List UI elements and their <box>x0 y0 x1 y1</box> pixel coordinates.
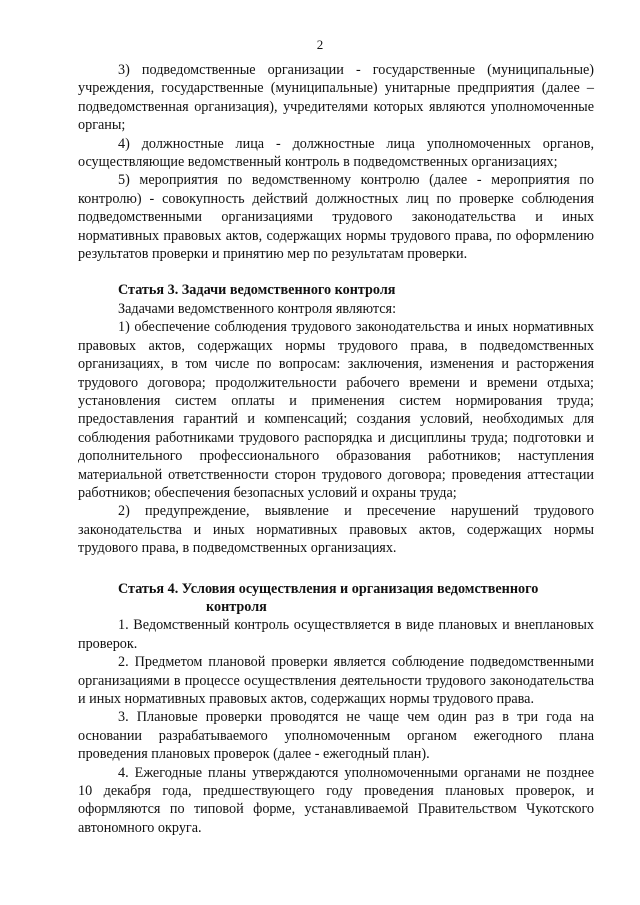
article-3-heading: Статья 3. Задачи ведомственного контроля <box>118 282 396 299</box>
article-4-paragraph: 1. Ведомственный контроль осуществляется в виде плановых и внеплановых проверок. <box>78 617 594 652</box>
article-4-paragraph: 4. Ежегодные планы утверждаются уполномоченными органами не позднее 10 декабря года, предшествующего году проведения плановых проверок, и оформляются по типовой форме, устанавливаемой Правительством Чукотского автономного округа. <box>78 764 594 836</box>
document-body <box>78 61 594 837</box>
definition-paragraph: 3) подведомственные организации - государственные (муниципальные) учреждения, государственные (муниципальные) унитарные предприятия (далее – подведомственная организация), учредителями которых являются уполномоченные органы; <box>78 62 594 134</box>
article-4-heading-line2: контроля <box>206 598 267 615</box>
article-4-heading <box>78 580 594 617</box>
article-4-heading-line1: Статья 4. Условия осуществления и организация ведомственного <box>118 580 539 597</box>
definition-paragraph: 5) мероприятия по ведомственному контролю (далее - мероприятия по контролю) - совокупность действий должностных лиц по проверке соблюдения подведомственными организациями трудового законодательства и иных нормативных правовых актов, содержащих нормы трудового права, по оформлению результатов проверки и принятию мер по результатам проверки. <box>78 172 594 263</box>
page-number: 2 <box>316 37 324 52</box>
article-3-paragraph: Задачами ведомственного контроля являются: <box>118 300 397 317</box>
definition-paragraph: 4) должностные лица - должностные лица уполномоченных органов, осуществляющие ведомственный контроль в подведомственных организациях; <box>78 135 594 171</box>
article-3-paragraph: 2) предупреждение, выявление и пресечение нарушений трудового законодательства и иных нормативных правовых актов, содержащих нормы трудового права, в подведомственных организациях. <box>78 503 594 557</box>
article-4-paragraph: 3. Плановые проверки проводятся не чаще чем один раз в три года на основании разрабатываемого уполномоченным органом ежегодного плана проведения плановых проверок (далее - ежегодный план). <box>78 709 594 763</box>
article-4-paragraph: 2. Предметом плановой проверки является соблюдение подведомственными организациями в процессе осуществления деятельности трудового законодательства и иных нормативных правовых актов, содержащих нормы трудового права. <box>78 654 594 707</box>
article-3-paragraph: 1) обеспечение соблюдения трудового законодательства и иных нормативных правовых актов, содержащих нормы трудового права, в подведомственных организациях, в том числе по вопросам: заключения, изменения и расторжения трудового договора; продолжительности рабочего времени и времени отдыха; установления систем оплаты и применения систем нормирования труда; предоставления гарантий и компенсаций; создания условий, необходимых для соблюдения работниками трудового распорядка и дисциплины труда; подготовки и дополнительного профессионального образования работников; наступления материальной ответственности сторон трудового договора; проведения аттестации работников; обеспечения безопасных условий и охраны труда; <box>78 319 594 501</box>
